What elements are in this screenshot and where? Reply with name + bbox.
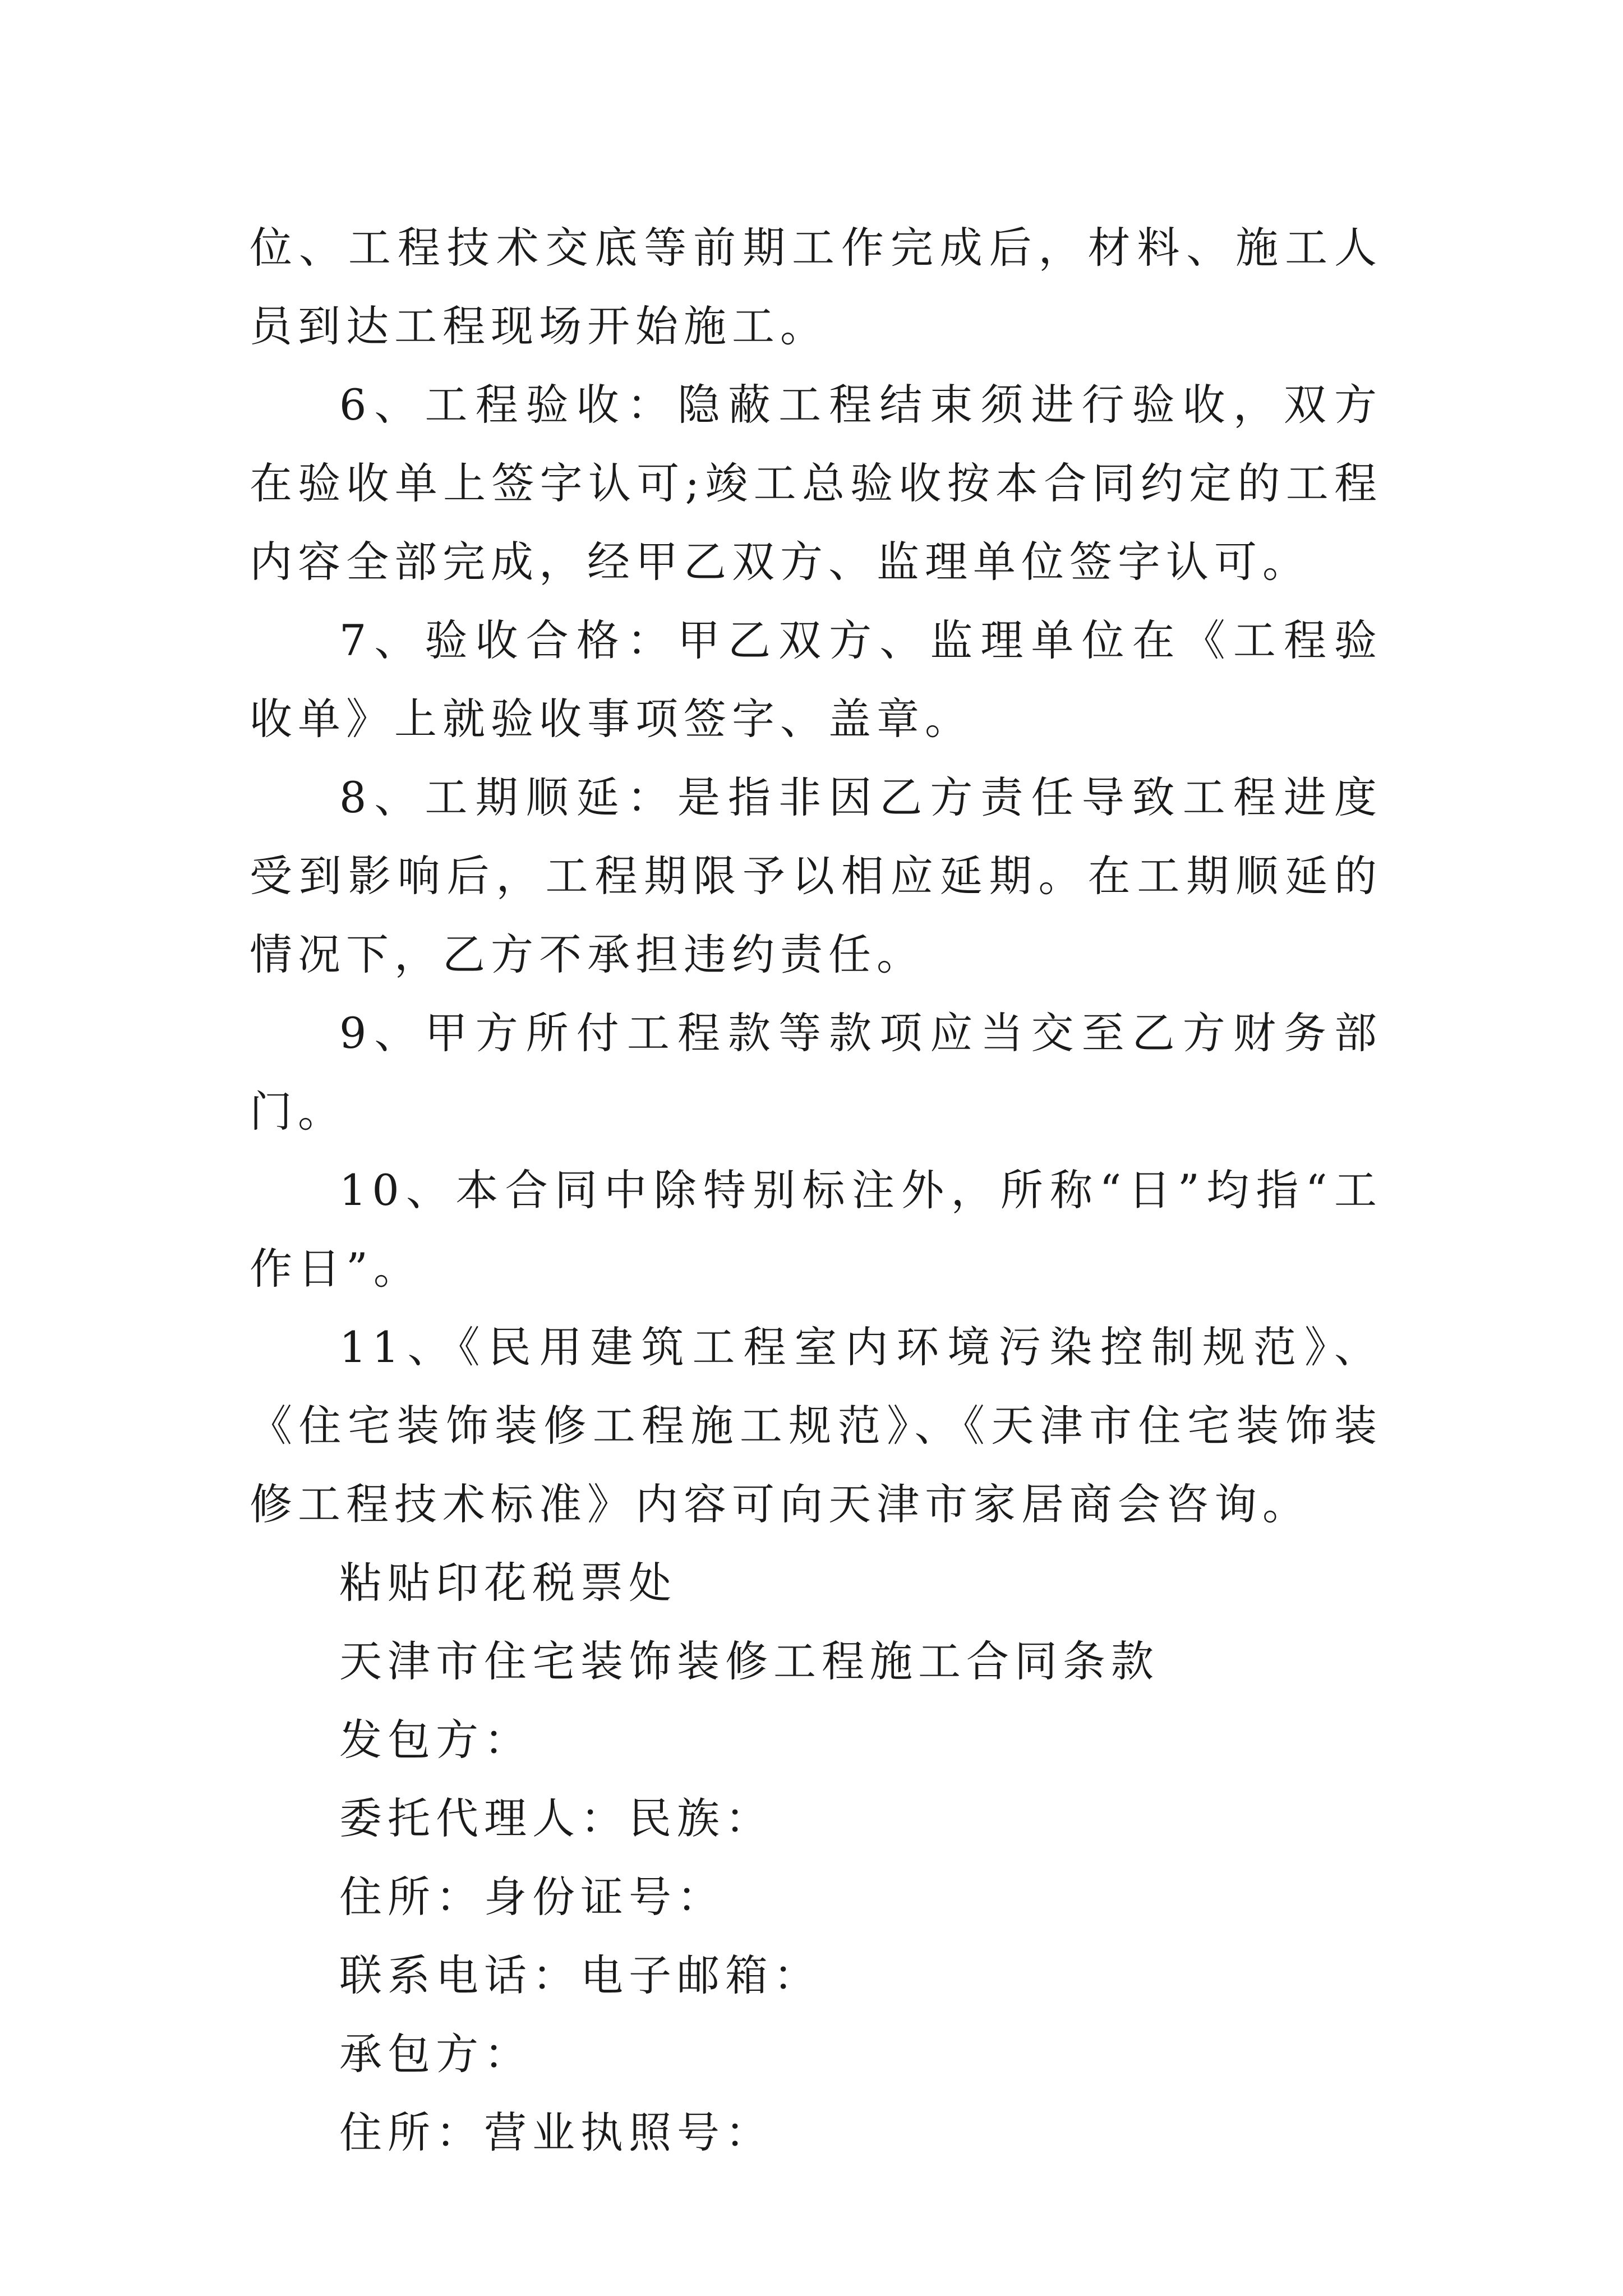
paragraph-clause-11: 11、《民用建筑工程室内环境污染控制规范》、《住宅装饰装修工程施工规范》、《天津市住宅装饰装修工程技术标准》内容可向天津市家居商会咨询。 <box>250 1322 1382 1529</box>
paragraph-clause-10: 10、本合同中除特别标注外，所称“日”均指“工作日”。 <box>250 1165 1382 1294</box>
paragraph-clause-9: 9、甲方所付工程款等款项应当交至乙方财务部门。 <box>250 1008 1382 1137</box>
paragraph-clause-6: 6、工程验收：隐蔽工程结束须进行验收，双方在验收单上签字认可;竣工总验收按本合同约定的工程内容全部完成，经甲乙双方、监理单位签字认可。 <box>250 380 1382 587</box>
field-phone-email: 联系电话：电子邮箱： <box>339 1950 822 2000</box>
field-address-license: 住所：营业执照号： <box>339 2108 773 2157</box>
paragraph-continuation: 位、工程技术交底等前期工作完成后，材料、施工人员到达工程现场开始施工。 <box>250 223 1382 351</box>
stamp-note: 粘贴印花税票处 <box>339 1558 677 1608</box>
document-body <box>250 209 1382 2172</box>
field-agent-ethnicity: 委托代理人：民族： <box>339 1793 773 1843</box>
field-employer: 发包方： <box>339 1715 532 1765</box>
field-contractor: 承包方： <box>339 2029 532 2079</box>
contract-title: 天津市住宅装饰装修工程施工合同条款 <box>339 1636 1159 1686</box>
paragraph-clause-8: 8、工期顺延：是指非因乙方责任导致工程进度受到影响后，工程期限予以相应延期。在工期顺延的情况下，乙方不承担违约责任。 <box>250 772 1382 979</box>
field-address-id: 住所：身份证号： <box>339 1872 725 1922</box>
paragraph-clause-7: 7、验收合格：甲乙双方、监理单位在《工程验收单》上就验收事项签字、盖章。 <box>250 615 1382 744</box>
